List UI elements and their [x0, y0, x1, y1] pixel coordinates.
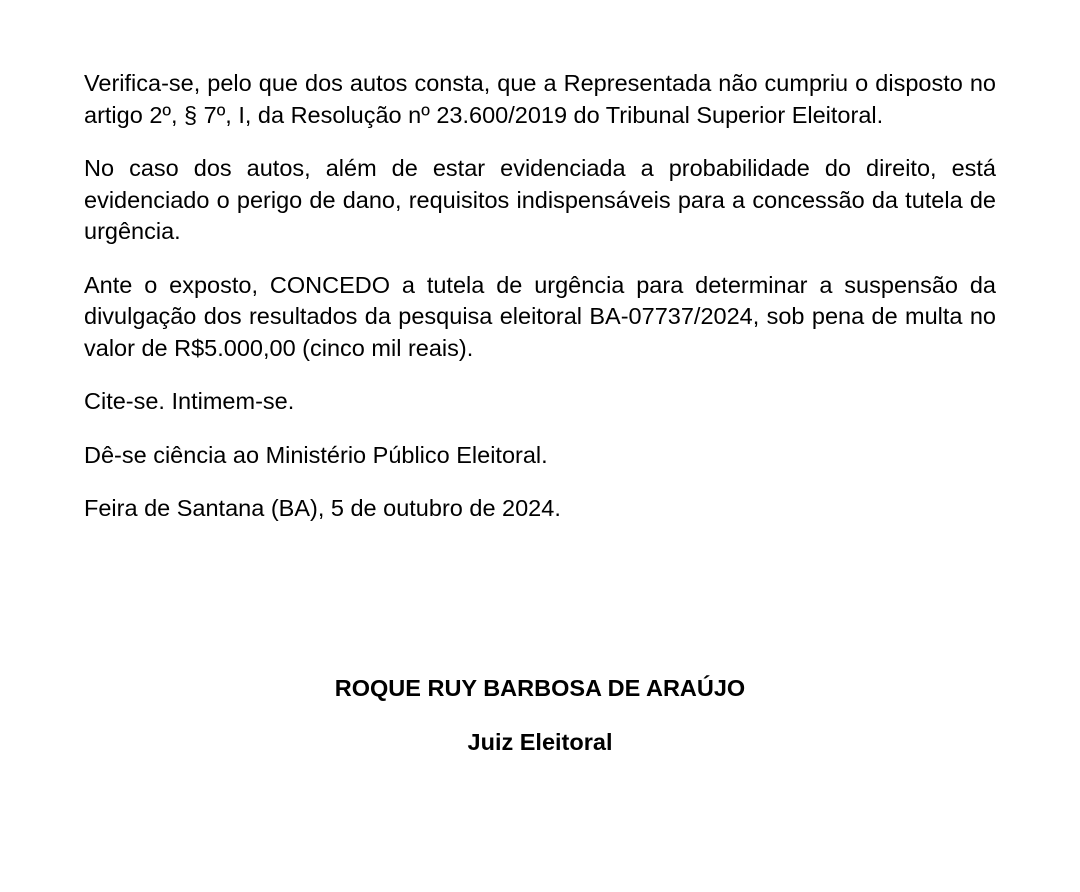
paragraph-place-date: Feira de Santana (BA), 5 de outubro de 2024.	[84, 495, 561, 521]
paragraph-notify-prosecutor: Dê-se ciência ao Ministério Público Eleitoral.	[84, 441, 548, 468]
paragraph-decision: Ante o exposto, CONCEDO a tutela de urgência para determinar a suspensão da divulgação dos resultados da pesquisa eleitoral BA-07737/2024, sob pena de multa no valor de R$5.000,00 (cinco mil reais).	[84, 271, 996, 361]
paragraph-summons: Cite-se. Intimem-se.	[84, 388, 295, 414]
document-body	[84, 68, 996, 547]
signer-role: Juiz Eleitoral	[467, 729, 613, 755]
paragraph-finding: Verifica-se, pelo que dos autos consta, que a Representada não cumpriu o disposto no artigo 2º, § 7º, I, da Resolução nº 23.600/2019 do Tribunal Superior Eleitoral.	[84, 70, 996, 128]
signature-block	[0, 672, 1080, 758]
signer-name: ROQUE RUY BARBOSA DE ARAÚJO	[334, 675, 746, 701]
paragraph-reasoning: No caso dos autos, além de estar evidenciada a probabilidade do direito, está evidenciado o perigo de dano, requisitos indispensáveis para a concessão da tutela de urgência.	[84, 155, 996, 244]
